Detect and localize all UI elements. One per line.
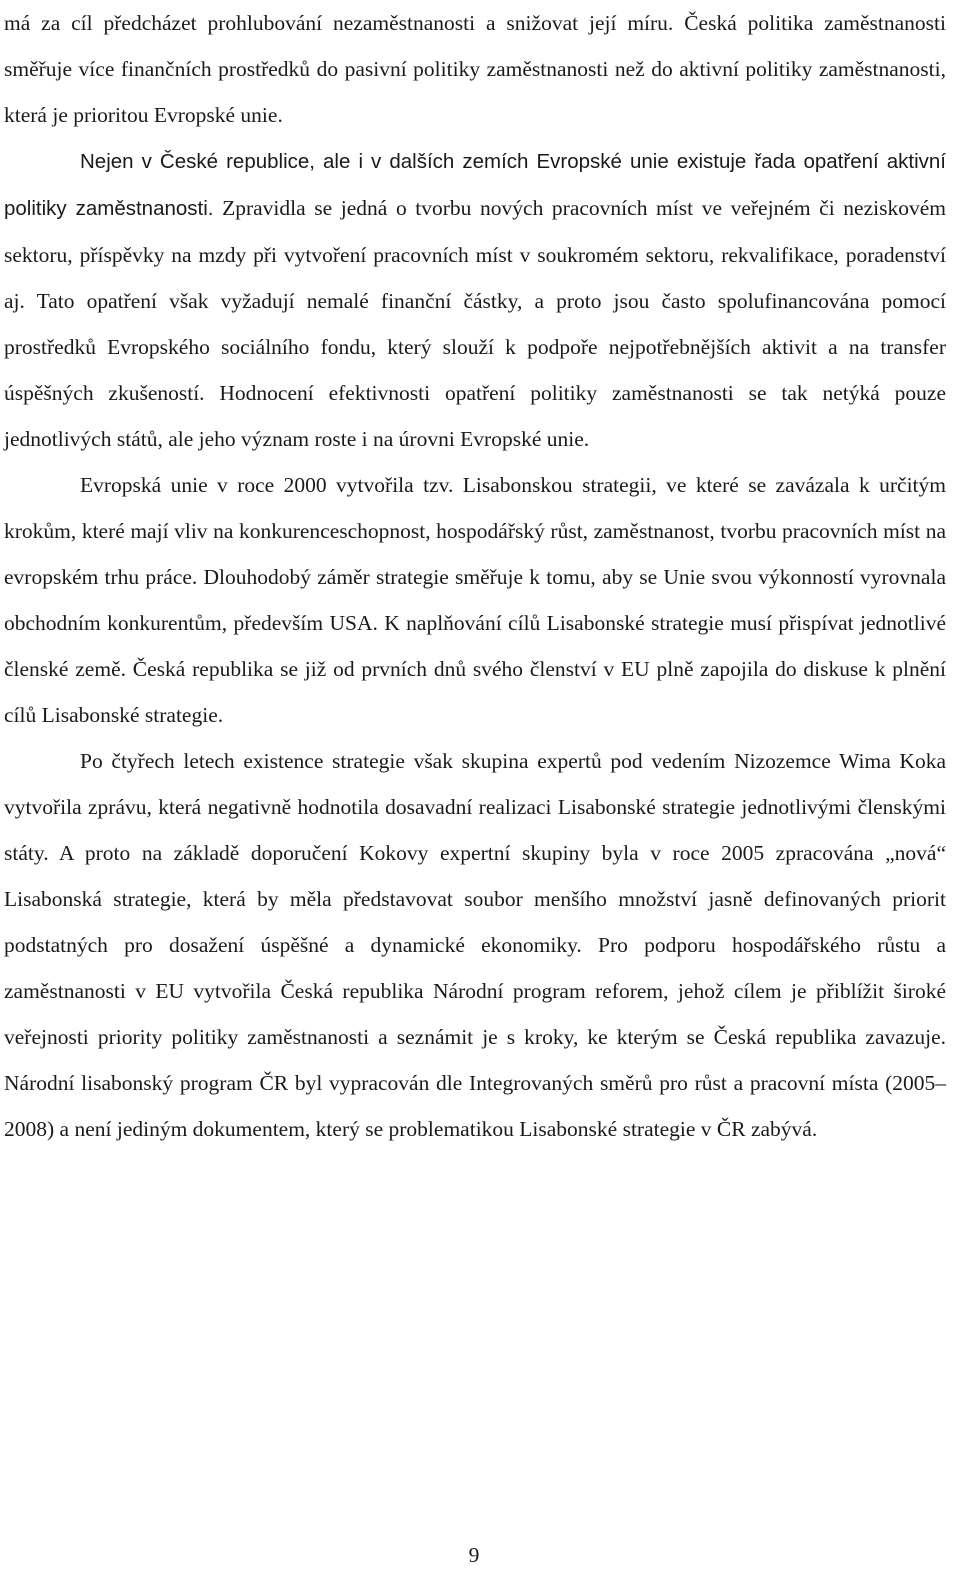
paragraph-2-text: Zpravidla se jedná o tvorbu nových pracovních míst ve veřejném či neziskovém sektoru, příspěvky na mzdy při vytvoření pracovních míst v soukromém sektoru, rekvalifikace, poradenství aj. Tato opatření však vyžadují nemalé finanční částky, a proto jsou často spolufinancována pomocí prostředků Evropského sociálního fondu, který slouží k podpoře nejpotřebnějších aktivit a na transfer úspěšných zkušeností. Hodnocení efektivnosti opatření politiky zaměstnanosti se tak netýká pouze jednotlivých států, ale jeho význam roste i na úrovni Evropské unie. bbox=[4, 196, 946, 451]
paragraph-1 bbox=[4, 0, 946, 138]
paragraph-2 bbox=[4, 138, 946, 462]
paragraph-3-text: Evropská unie v roce 2000 vytvořila tzv. Lisabonskou strategii, ve které se zavázala k určitým krokům, které mají vliv na konkurenceschopnost, hospodářský růst, zaměstnanost, tvorbu pracovních míst na evropském trhu práce. Dlouhodobý záměr strategie směřuje k tomu, aby se Unie svou výkonností vyrovnala obchodním konkurentům, především USA. K naplňování cílů Lisabonské strategie musí přispívat jednotlivé členské země. Česká republika se již od prvních dnů svého členství v EU plně zapojila do diskuse k plnění cílů Lisabonské strategie. bbox=[4, 473, 946, 727]
paragraph-4 bbox=[4, 738, 946, 1152]
body-text bbox=[4, 0, 946, 1152]
paragraph-2-sans-text: Nejen v České republice, ale i v dalších zemích Evropské unie existuje řada opatření aktivní politiky zaměstnanosti. bbox=[4, 150, 946, 220]
paragraph-1-text: má za cíl předcházet prohlubování nezaměstnanosti a snižovat její míru. Česká politika zaměstnanosti směřuje více finančních prostředků do pasivní politiky zaměstnanosti než do aktivní politiky zaměstnanosti, která je prioritou Evropské unie. bbox=[4, 11, 946, 127]
paragraph-4-text: Po čtyřech letech existence strategie však skupina expertů pod vedením Nizozemce Wima Koka vytvořila zprávu, která negativně hodnotila dosavadní realizaci Lisabonské strategie jednotlivými členskými státy. A proto na základě doporučení Kokovy expertní skupiny byla v roce 2005 zpracována „nová“ Lisabonská strategie, která by měla představovat soubor menšího množství jasně definovaných priorit podstatných pro dosažení úspěšné a dynamické ekonomiky. Pro podporu hospodářského růstu a zaměstnanosti v EU vytvořila Česká republika Národní program reforem, jehož cílem je přiblížit široké veřejnosti priority politiky zaměstnanosti a seznámit je s kroky, ke kterým se Česká republika zavazuje. Národní lisabonský program ČR byl vypracován dle Integrovaných směrů pro růst a pracovní místa (2005–2008) a není jediným dokumentem, který se problematikou Lisabonské strategie v ČR zabývá. bbox=[4, 749, 946, 1141]
page-number: 9 bbox=[468, 1543, 480, 1567]
paragraph-3 bbox=[4, 462, 946, 738]
